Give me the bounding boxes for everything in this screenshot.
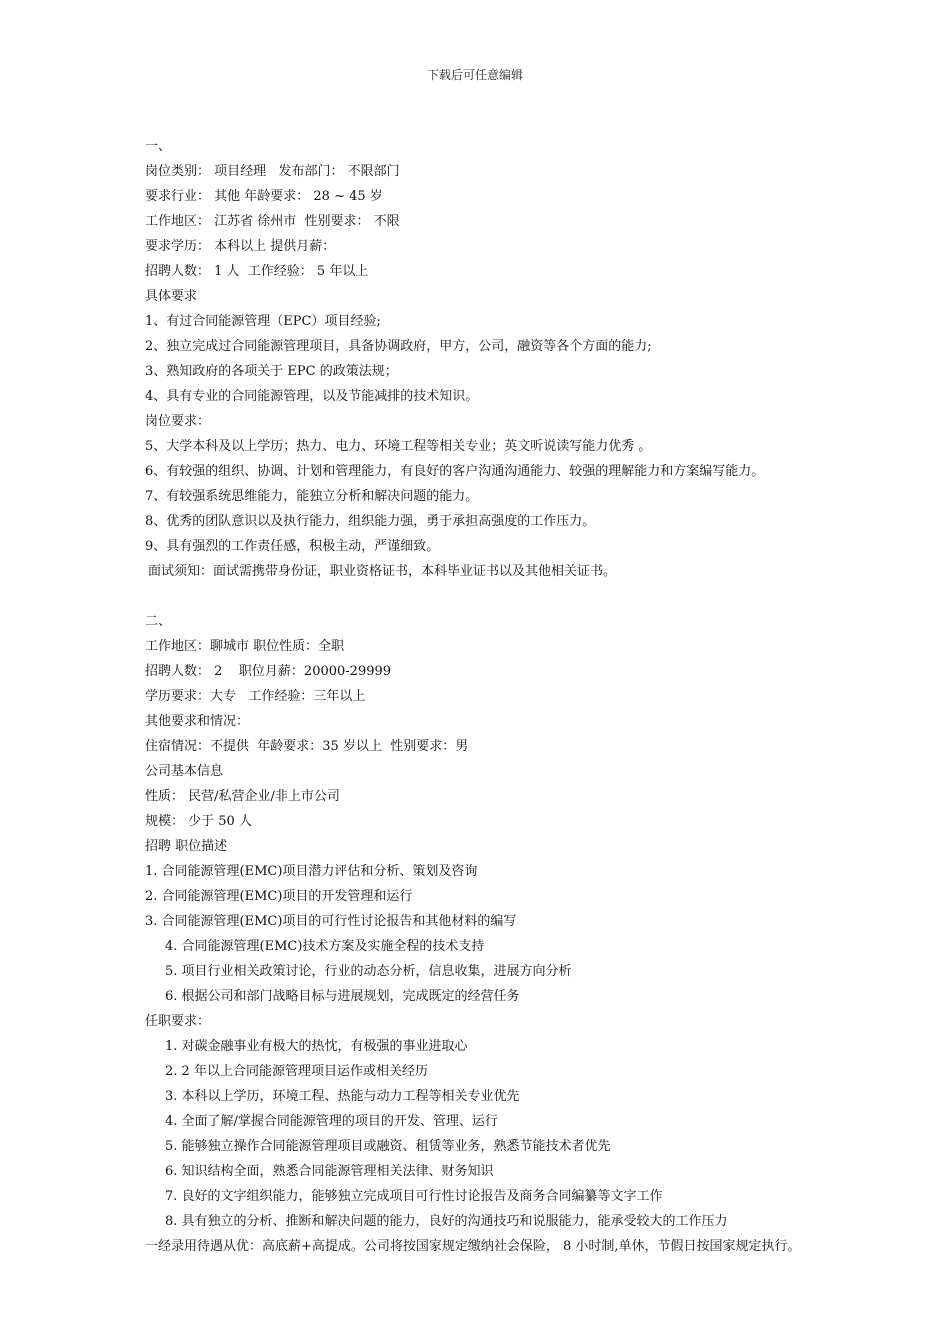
post-requirement-item: 9、具有强烈的工作责任感，积极主动，严谨细致。 — [145, 539, 440, 554]
section1-info-line: 要求学历： 本科以上 提供月薪： — [145, 239, 336, 254]
section2-title: 二、 — [145, 614, 172, 629]
section2-info-line: 工作地区：聊城市 职位性质：全职 — [145, 639, 345, 654]
closing-paragraph: 一经录用待遇从优：高底薪+高提成。公司将按国家规定缴纳社会保险， 8 小时制,单休，节假日按国家规定执行。 — [145, 1239, 801, 1254]
page-header: 下载后可任意编辑 — [426, 68, 523, 82]
specific-requirement-item: 1、有过合同能源管理（EPC）项目经验; — [145, 314, 381, 329]
job-description-item: 1. 合同能源管理(EMC)项目潜力评估和分析、策划及咨询 — [145, 864, 478, 879]
job-description-item: 2. 合同能源管理(EMC)项目的开发管理和运行 — [145, 889, 413, 904]
section1-info-line: 工作地区： 江苏省 徐州市 性别要求： 不限 — [145, 214, 400, 229]
section1-info-line: 招聘人数： 1 人 工作经验： 5 年以上 — [145, 264, 369, 279]
section2-info-line: 招聘人数： 2 职位月薪：20000-29999 — [145, 664, 392, 679]
qualification-item: 8. 具有独立的分析、推断和解决问题的能力，良好的沟通技巧和说服能力，能承受较大的工作压力 — [165, 1214, 728, 1229]
job-description-item: 5. 项目行业相关政策讨论，行业的动态分析，信息收集，进展方向分析 — [165, 964, 572, 979]
qualification-item: 1. 对碳金融事业有极大的热忱，有极强的事业进取心 — [165, 1039, 468, 1054]
post-requirement-item: 5、大学本科及以上学历；热力、电力、环境工程等相关专业；英文听说读写能力优秀 。 — [145, 439, 652, 454]
qualification-item: 2. 2 年以上合同能源管理项目运作或相关经历 — [165, 1064, 428, 1079]
qualification-heading: 任职要求： — [145, 1014, 211, 1029]
section2-info-line: 性质： 民营/私营企业/非上市公司 — [145, 789, 340, 804]
qualification-item: 7. 良好的文字组织能力，能够独立完成项目可行性讨论报告及商务合同编纂等文字工作 — [165, 1189, 663, 1204]
job-description-item: 4. 合同能源管理(EMC)技术方案及实施全程的技术支持 — [165, 939, 485, 954]
section2-info-line: 住宿情况：不提供 年龄要求：35 岁以上 性别要求：男 — [145, 739, 469, 754]
post-requirement-item: 6、有较强的组织、协调、计划和管理能力，有良好的客户沟通沟通能力、较强的理解能力和方案编写能力。 — [145, 464, 765, 479]
section2-info-line: 招聘 职位描述 — [145, 839, 228, 854]
job-description-item: 3. 合同能源管理(EMC)项目的可行性讨论报告和其他材料的编写 — [145, 914, 517, 929]
qualification-item: 3. 本科以上学历，环境工程、热能与动力工程等相关专业优先 — [165, 1089, 520, 1104]
specific-requirement-item: 4、具有专业的合同能源管理，以及节能减排的技术知识。 — [145, 389, 479, 404]
job-description-item: 6. 根据公司和部门战略目标与进展规划，完成既定的经营任务 — [165, 989, 520, 1004]
post-requirements-heading: 岗位要求： — [145, 414, 211, 429]
specific-requirement-item: 2、独立完成过合同能源管理项目，具备协调政府，甲方，公司，融资等各个方面的能力; — [145, 339, 652, 354]
section1-title: 一、 — [145, 139, 172, 154]
document-body — [145, 134, 810, 1259]
interview-note: 面试须知：面试需携带身份证，职业资格证书，本科毕业证书以及其他相关证书。 — [148, 564, 617, 579]
qualification-item: 4. 全面了解/掌握合同能源管理的项目的开发、管理、运行 — [165, 1114, 498, 1129]
section2-info-line: 规模： 少于 50 人 — [145, 814, 252, 829]
qualification-item: 5. 能够独立操作合同能源管理项目或融资、租赁等业务，熟悉节能技术者优先 — [165, 1139, 611, 1154]
post-requirement-item: 8、优秀的团队意识以及执行能力，组织能力强，勇于承担高强度的工作压力。 — [145, 514, 596, 529]
section2-info-line: 学历要求：大专 工作经验：三年以上 — [145, 689, 366, 704]
specific-requirement-item: 3、熟知政府的各项关于 EPC 的政策法规； — [145, 364, 398, 379]
section1-info-line: 岗位类别： 项目经理 发布部门： 不限部门 — [145, 164, 400, 179]
qualification-item: 6. 知识结构全面，熟悉合同能源管理相关法律、财务知识 — [165, 1164, 494, 1179]
section1-info-line: 要求行业： 其他 年龄要求： 28 ~ 45 岁 — [145, 189, 383, 204]
post-requirement-item: 7、有较强系统思维能力，能独立分析和解决问题的能力。 — [145, 489, 479, 504]
specific-requirements-heading: 具体要求 — [145, 289, 198, 304]
section2-info-line: 其他要求和情况： — [145, 714, 250, 729]
section2-info-line: 公司基本信息 — [145, 764, 224, 779]
